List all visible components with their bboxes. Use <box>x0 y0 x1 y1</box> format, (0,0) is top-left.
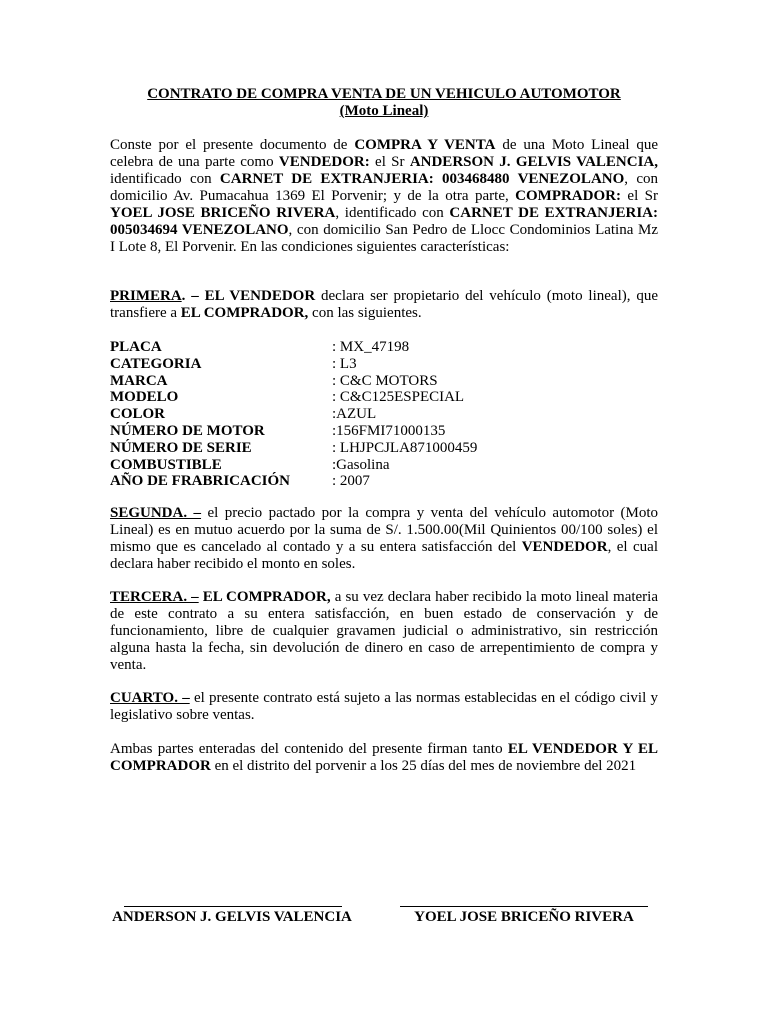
spec-row <box>110 423 658 440</box>
spec-label: CATEGORIA <box>110 355 202 372</box>
clause-heading: CUARTO. – <box>110 690 190 706</box>
intro-text: , con domicilio Av. Pumacahua 1369 El Porvenir; y de la otra parte, <box>110 171 658 204</box>
spec-label: COLOR <box>110 406 166 423</box>
intro-text: , identificado con <box>335 205 450 221</box>
spec-value: :AZUL <box>332 406 377 423</box>
clause-cuarto <box>110 690 658 724</box>
seller-role: VENDEDOR: <box>278 154 370 170</box>
intro-text: el Sr <box>369 154 410 170</box>
spec-value: : C&C MOTORS <box>332 372 438 389</box>
spec-value: :156FMI71000135 <box>332 422 446 439</box>
spec-value: : C&C125ESPECIAL <box>332 389 465 406</box>
spec-label: MODELO <box>110 389 179 406</box>
intro-paragraph <box>110 137 658 256</box>
clause-text: declara ser propietario del vehículo (moto lineal), que transfiere a <box>110 288 658 321</box>
clause-text: el presente contrato está sujeto a las normas establecidas en el código civil y legislativo sobre ventas. <box>110 690 658 723</box>
buyer-signature-name: YOEL JOSE BRICEÑO RIVERA <box>414 909 634 925</box>
spec-label: AÑO DE FRABRICACIÓN <box>110 473 291 490</box>
clause-bold: EL COMPRADOR, <box>198 589 331 605</box>
intro-text: de una Moto Lineal que celebra de una parte como <box>110 137 658 170</box>
clause-heading: PRIMERA <box>110 288 182 304</box>
clause-text: , el cual declara haber recibido el monto en soles. <box>110 539 658 572</box>
spec-value: :Gasolina <box>332 456 390 473</box>
spec-row <box>110 389 658 406</box>
spec-label: NÚMERO DE MOTOR <box>110 422 265 439</box>
buyer-role: COMPRADOR: <box>515 188 621 204</box>
spec-row <box>110 373 658 390</box>
spec-value: : MX_47198 <box>332 339 410 355</box>
clause-bold: EL VENDEDOR <box>198 288 316 304</box>
clause-bold: VENDEDOR <box>521 539 608 555</box>
spec-label: NÚMERO DE SERIE <box>110 439 252 456</box>
closing-text: en el distrito del porvenir a los 25 días del mes de noviembre del 2021 <box>210 758 637 774</box>
seller-signature-name: ANDERSON J. GELVIS VALENCIA <box>112 909 352 925</box>
seller-signature-line <box>124 906 342 907</box>
clause-primera <box>110 288 658 322</box>
spec-row <box>110 440 658 457</box>
spec-label: MARCA <box>110 372 168 389</box>
clause-bold: EL COMPRADOR, <box>180 305 309 321</box>
seller-id: CARNET DE EXTRANJERIA: 003468480 VENEZOLANO <box>219 171 625 187</box>
intro-text: Conste por el presente documento de <box>110 137 355 153</box>
intro-text: el Sr <box>620 188 658 204</box>
intro-text: , con domicilio San Pedro de Llocc Condominios Latina Mz I Lote 8, El Porvenir. En las condiciones siguientes características: <box>110 222 658 255</box>
spec-label: PLACA <box>110 339 162 355</box>
intro-bold: COMPRA Y VENTA <box>354 137 496 153</box>
spec-row <box>110 473 658 490</box>
document-subtitle: (Moto Lineal) <box>339 103 429 119</box>
closing-text: Ambas partes enteradas del contenido del presente firman tanto <box>110 741 508 757</box>
clause-heading: SEGUNDA. – <box>110 505 202 521</box>
closing-bold: EL VENDEDOR Y EL COMPRADOR <box>110 741 658 774</box>
spec-label: COMBUSTIBLE <box>110 456 222 473</box>
buyer-signature-line <box>400 906 648 907</box>
document-title: CONTRATO DE COMPRA VENTA DE UN VEHICULO AUTOMOTOR <box>147 86 621 102</box>
closing-paragraph <box>110 741 658 775</box>
buyer-id: CARNET DE EXTRANJERIA: 005034694 VENEZOLANO <box>110 205 658 238</box>
seller-name: ANDERSON J. GELVIS VALENCIA, <box>409 154 658 170</box>
buyer-name: YOEL JOSE BRICEÑO RIVERA <box>110 205 336 221</box>
spec-row <box>110 457 658 474</box>
spec-value: : 2007 <box>332 473 370 490</box>
vehicle-spec-list <box>110 339 658 490</box>
clause-text: con las siguientes. <box>308 305 422 321</box>
clause-text: el precio pactado por la compra y venta del vehículo automotor (Moto Lineal) es en mutuo acuerdo por la suma de S/. 1.500.00(Mil Quinientos 00/100 soles) el mismo que es cancelado al contado y a su entera satisfacción del <box>110 505 658 555</box>
spec-value: : LHJPCJLA871000459 <box>332 439 478 456</box>
clause-dash: . – <box>181 288 199 304</box>
clause-text: a su vez declara haber recibido la moto lineal materia de este contrato a su entera satisfacción, en buen estado de conservación y de funcionamiento, libre de cualquier gravamen judicial o administrativo, sin restricción alguna hasta la fecha, sin devolución de dinero en caso de arrepentimiento de compra y venta. <box>110 589 658 673</box>
spec-row <box>110 406 658 423</box>
clause-heading: TERCERA. – <box>110 589 199 605</box>
clause-segunda <box>110 505 658 573</box>
spec-value: : L3 <box>332 355 357 372</box>
intro-text: identificado con <box>110 171 220 187</box>
clause-tercera <box>110 589 658 674</box>
spec-row <box>110 356 658 373</box>
spec-row <box>110 339 658 356</box>
